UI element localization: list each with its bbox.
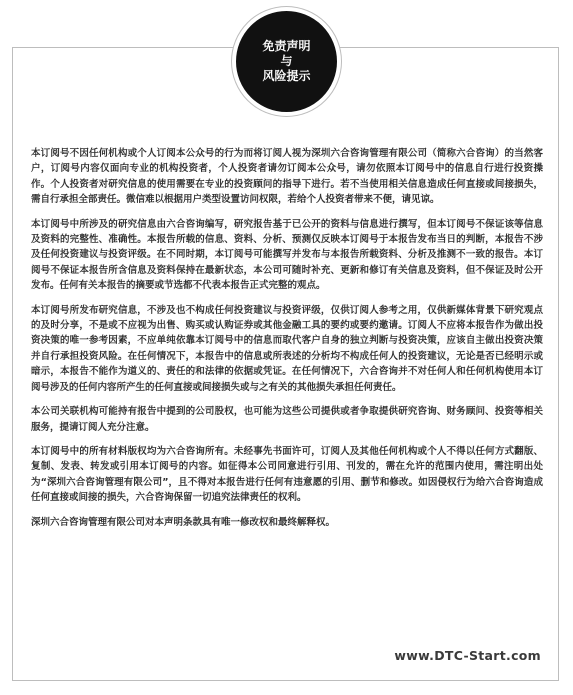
disclaimer-paragraph-1: 本订阅号不因任何机构或个人订阅本公众号的行为而将订阅人视为深圳六合咨询管理有限公司（简称六合咨询）的当然客户，订阅号内容仅面向专业的机构投资者，个人投资者请勿订阅本公众号，请勿依照本订阅号中的信息自行进行投资操作。个人投资者对研究信息的使用需要在专业的投资顾问的指导下进行。若不当使用相关信息造成任何直接或间接损失，需自行承担全部责任。微信难以根据用户类型设置访问权限，若给个人投资者带来不便，请见谅。 (31, 148, 543, 206)
disclaimer-body (31, 146, 543, 539)
badge-title-line-2: 与 (280, 54, 293, 68)
disclaimer-paragraph-3: 本订阅号所发布研究信息，不涉及也不构成任何投资建议与投资评级，仅供订阅人参考之用，仅供新媒体背景下研究观点的及时分享，不是或不应视为出售、购买或认购证券或其他金融工具的要约或要约邀请。订阅人不应将本报告作为做出投资决策的唯一参考因素，不应单纯依靠本订阅号中的信息而取代客户自身的独立判断与投资决策，应该自主做出投资决策并自行承担投资风险。在任何情况下，本报告中的信息或所表述的分析均不构成任何人的投资建议，无论是否已经明示或暗示，本报告不能作为道义的、责任的和法律的依据或凭证。在任何情况下，六合咨询并不对任何人和任何机构使用本订阅号涉及的任何内容所产生的任何直接或间接损失或与之有关的其他损失承担任何责任。 (31, 304, 543, 393)
website-url: www.DTC-Start.com (394, 648, 541, 663)
disclaimer-paragraph-2: 本订阅号中所涉及的研究信息由六合咨询编写，研究报告基于已公开的资料与信息进行撰写，但本订阅号不保证该等信息及资料的完整性、准确性。本报告所载的信息、资料、分析、预测仅反映本订阅号于本报告发布当日的判断，本报告不涉及任何投资建议与投资评级。在不同时期，本订阅号可能撰写并发布与本报告所载资料、分析及推测不一致的报告。本订阅号不保证本报告所含信息及资料保持在最新状态，本公司可随时补充、更新和修订有关信息及资料，但不保证及时公开发布。任何有关本报告的摘要或节选都不代表本报告正式完整的观点。 (31, 218, 543, 292)
badge-title-line-3: 风险提示 (262, 69, 311, 83)
disclaimer-paragraph-5: 本订阅号中的所有材料版权均为六合咨询所有。未经事先书面许可，订阅人及其他任何机构或个人不得以任何方式翻版、复制、发表、转发或引用本订阅号的内容。如征得本公司同意进行引用、刊发的，需在允许的范围内使用，需注明出处为“深圳六合咨询管理有限公司”，且不得对本报告进行任何有违意愿的引用、删节和修改。如因侵权行为给六合咨询造成任何直接或间接的损失，六合咨询保留一切追究法律责任的权利。 (31, 445, 543, 504)
badge-title-line-1: 免责声明 (262, 39, 311, 53)
disclaimer-paragraph-6: 深圳六合咨询管理有限公司对本声明条款具有唯一修改权和最终解释权。 (31, 516, 336, 528)
disclaimer-title-badge (232, 7, 341, 116)
disclaimer-paragraph-4: 本公司关联机构可能持有报告中提到的公司股权，也可能为这些公司提供或者争取提供研究咨询、财务顾问、投资等相关服务，提请订阅人充分注意。 (31, 406, 543, 433)
